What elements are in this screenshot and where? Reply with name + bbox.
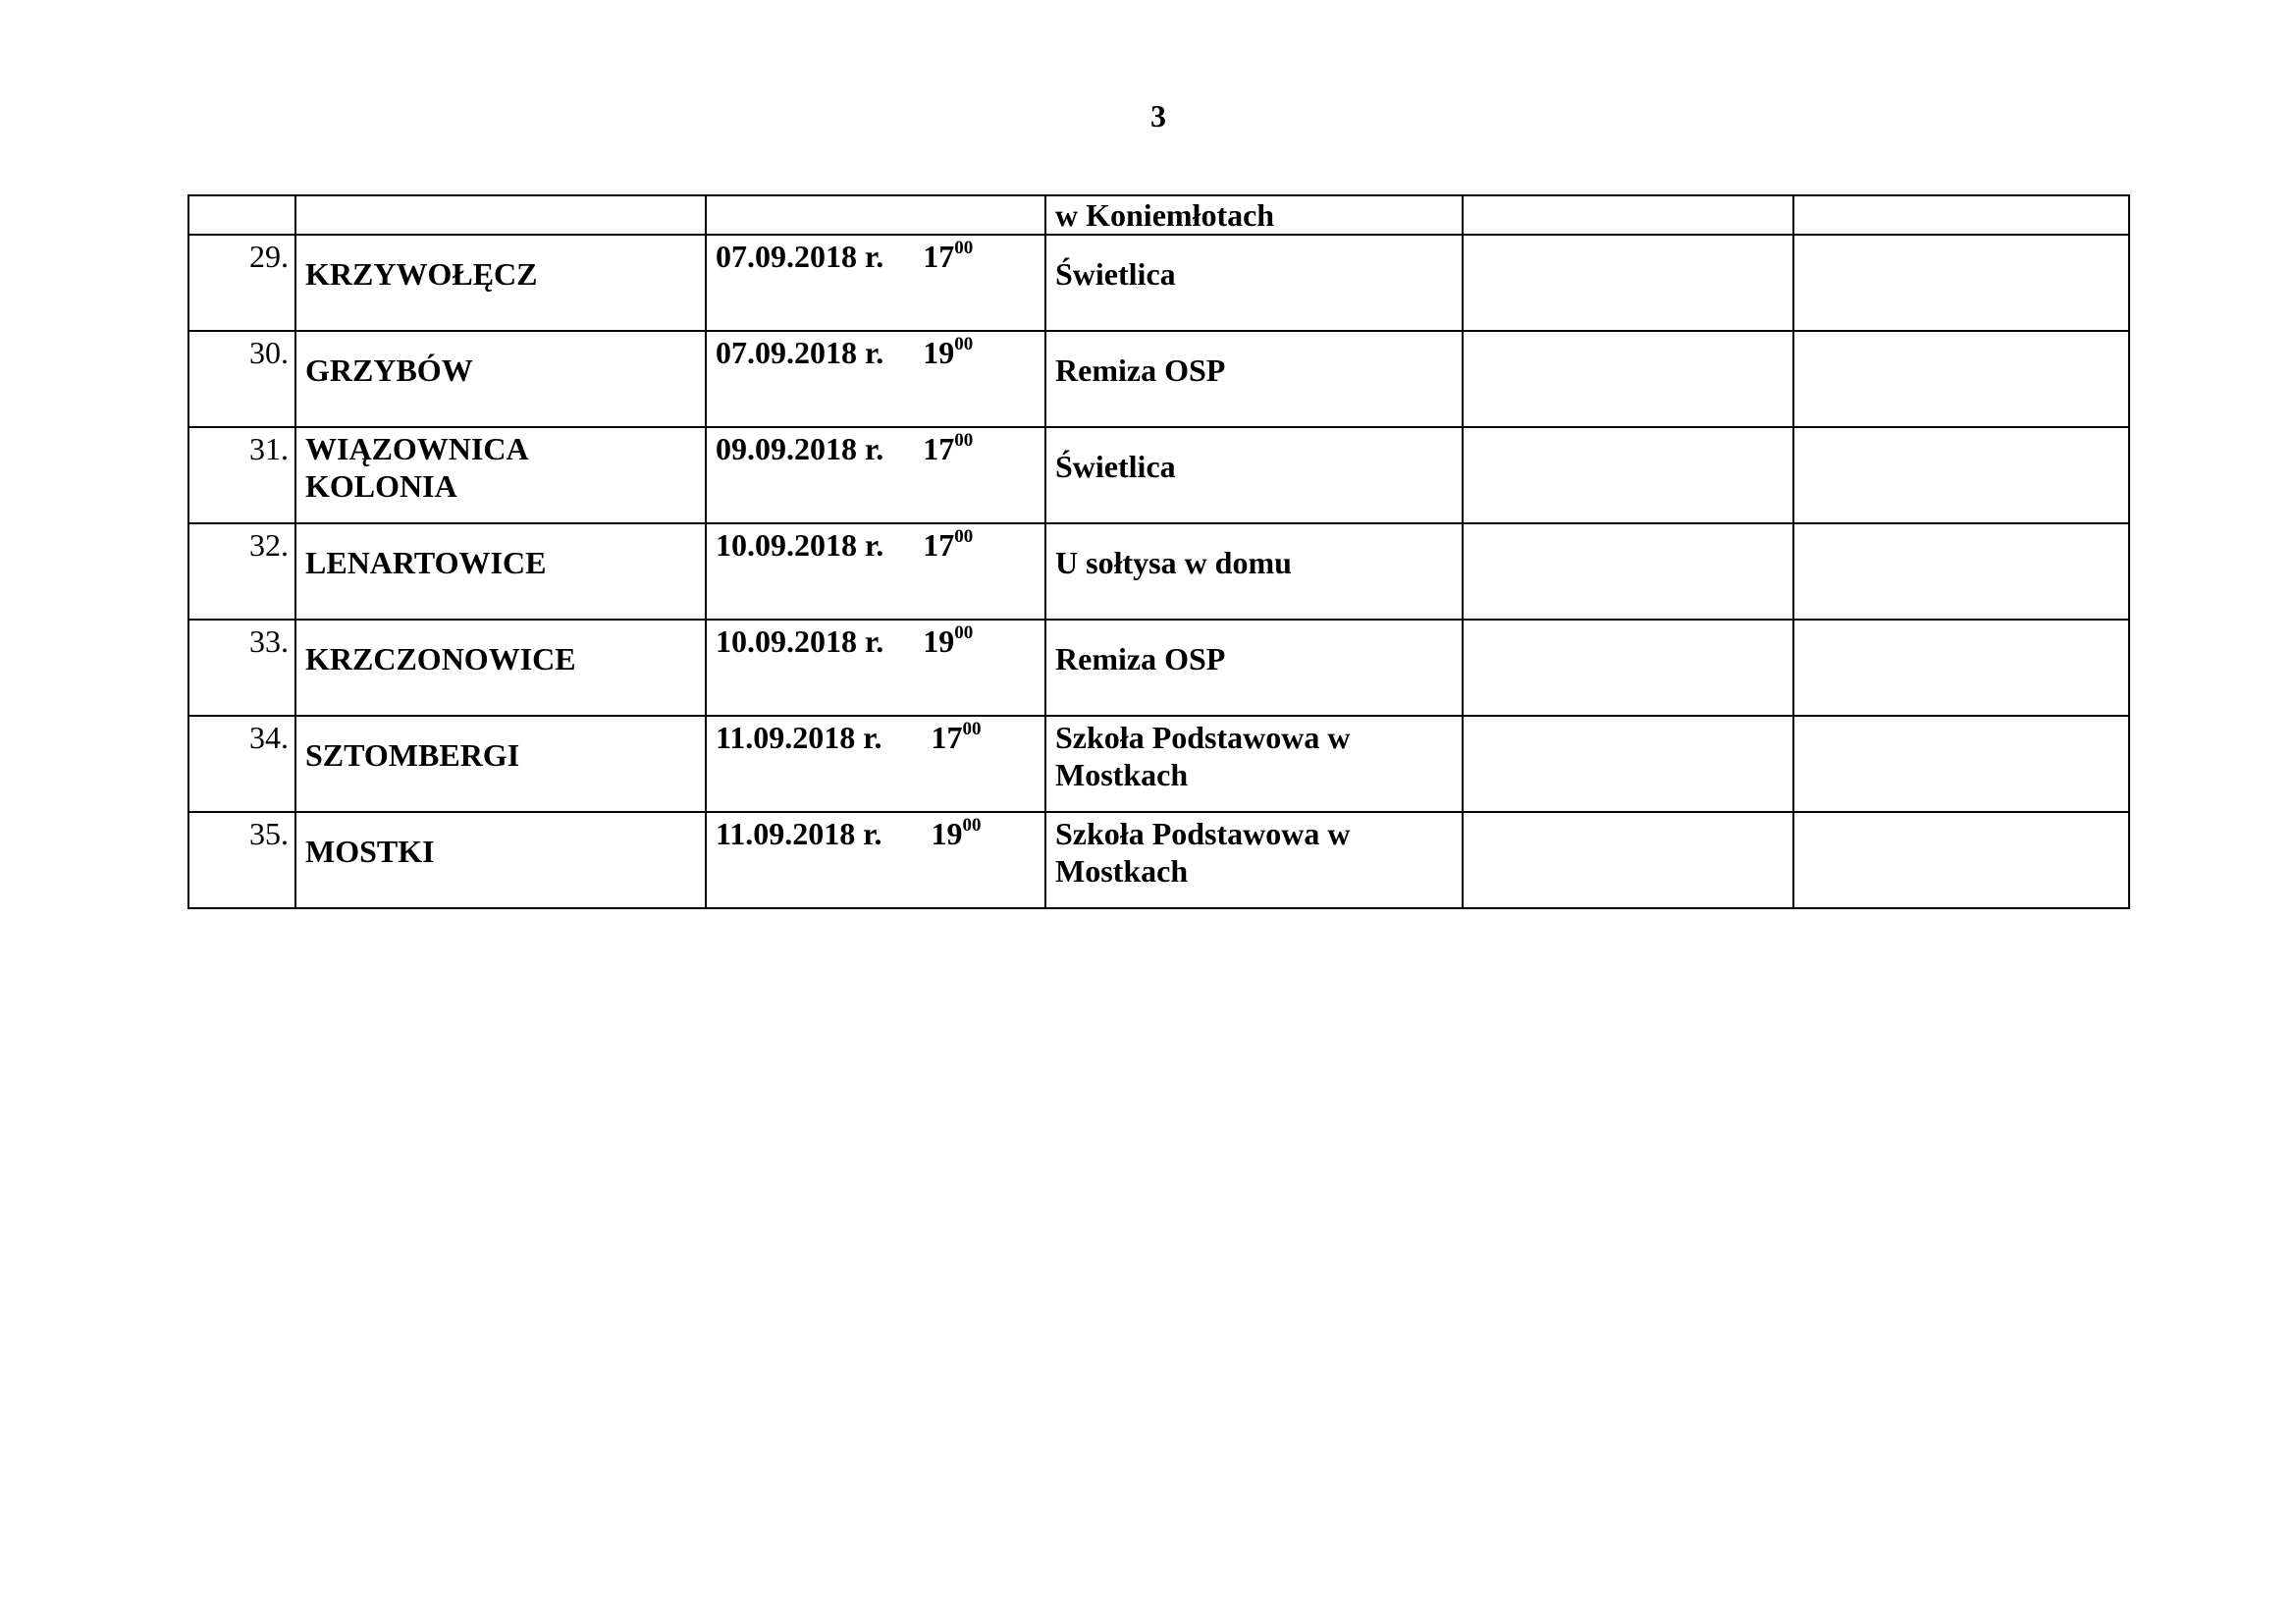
place-line: Remiza OSP [1055,641,1226,676]
place-line: Świetlica [1055,256,1176,292]
hour-text: 19 [923,623,955,659]
village-name-line: MOSTKI [305,834,435,869]
time-text [923,334,973,371]
cell-empty [1463,331,1793,427]
cell-village [295,716,706,812]
table-row [188,235,2129,331]
village-name-line: KRZYWOŁĘCZ [305,256,538,292]
cell-place [1045,235,1463,331]
cell-date [706,235,1045,331]
cell-empty [1793,331,2129,427]
table-row [188,523,2129,620]
hour-text: 17 [923,527,955,563]
place-line: Świetlica [1055,449,1176,484]
cell-empty [1793,523,2129,620]
cell-empty [1793,235,2129,331]
cell-date [706,427,1045,523]
minutes-text: 00 [954,622,974,643]
date-text: 10.09.2018 r. [716,527,884,563]
place-line: Mostkach [1055,853,1189,889]
cell-village [295,812,706,908]
cell-empty [1463,195,1793,235]
cell-lp [188,195,295,235]
village-name-line: GRZYBÓW [305,352,473,388]
cell-village [295,331,706,427]
cell-village [295,195,706,235]
cell-place [1045,427,1463,523]
cell-empty [1463,523,1793,620]
date-text: 11.09.2018 r. [716,720,882,755]
cell-empty [1793,620,2129,716]
time-text [923,430,973,467]
date-text: 07.09.2018 r. [716,335,884,370]
date-text: 11.09.2018 r. [716,816,882,851]
cell-empty [1463,716,1793,812]
hour-text: 17 [923,239,955,274]
village-name-line: WIĄZOWNICA [305,431,529,466]
cell-date [706,812,1045,908]
time-text [932,815,982,852]
cell-empty [1463,235,1793,331]
cell-date [706,620,1045,716]
cell-lp: 32. [188,523,295,620]
minutes-text: 00 [962,719,982,739]
village-name-line: KOLONIA [305,468,457,504]
minutes-text: 00 [954,430,974,451]
cell-date [706,195,1045,235]
cell-empty [1793,427,2129,523]
village-name-line: LENARTOWICE [305,545,547,580]
time-text [923,238,973,275]
table-row [188,620,2129,716]
minutes-text: 00 [954,526,974,547]
cell-date [706,331,1045,427]
cell-empty [1463,812,1793,908]
hour-text: 17 [931,720,963,755]
cell-empty [1463,427,1793,523]
hour-text: 17 [923,431,955,466]
table-row [188,812,2129,908]
cell-place: w Koniemłotach [1045,195,1463,235]
cell-village [295,427,706,523]
cell-place [1045,812,1463,908]
village-name-line: SZTOMBERGI [305,737,520,773]
place-line: Szkoła Podstawowa w [1055,720,1351,755]
table-row [188,716,2129,812]
cell-lp: 33. [188,620,295,716]
place-line: U sołtysa w domu [1055,545,1292,580]
cell-village [295,620,706,716]
minutes-text: 00 [954,238,974,258]
cell-place [1045,620,1463,716]
place-line: Szkoła Podstawowa w [1055,816,1351,851]
cell-date [706,523,1045,620]
date-text: 09.09.2018 r. [716,431,884,466]
cell-village [295,235,706,331]
time-text [923,622,973,660]
cell-village [295,523,706,620]
time-text [923,526,973,564]
table-row [188,427,2129,523]
minutes-text: 00 [954,334,974,354]
place-line: Remiza OSP [1055,352,1226,388]
meeting-schedule-table [187,194,2130,909]
cell-lp: 35. [188,812,295,908]
cell-date [706,716,1045,812]
cell-lp: 34. [188,716,295,812]
hour-text: 19 [931,816,963,851]
time-text [932,719,982,756]
hour-text: 19 [923,335,955,370]
date-text: 07.09.2018 r. [716,239,884,274]
minutes-text: 00 [962,815,982,836]
page-number: 3 [1150,98,1166,134]
cell-lp: 30. [188,331,295,427]
cell-empty [1793,195,2129,235]
cell-empty [1793,716,2129,812]
date-text: 10.09.2018 r. [716,623,884,659]
village-name-line: KRZCZONOWICE [305,641,576,676]
table-row [188,331,2129,427]
cell-lp: 31. [188,427,295,523]
place-line: Mostkach [1055,757,1189,792]
cell-place [1045,716,1463,812]
cell-place [1045,523,1463,620]
cell-empty [1793,812,2129,908]
table-row-continuation [188,195,2129,235]
cell-lp: 29. [188,235,295,331]
cell-empty [1463,620,1793,716]
cell-place [1045,331,1463,427]
